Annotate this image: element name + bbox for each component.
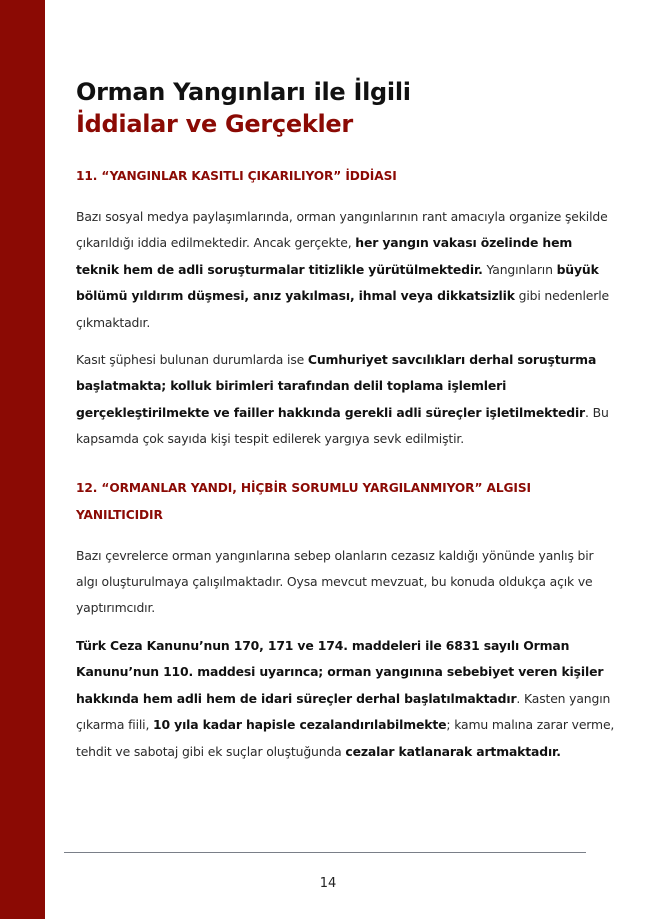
page-number: 14 (319, 876, 337, 891)
body-text: Bazı çevrelerce orman yangınlarına sebep olanların cezasız kaldığı yönünde yanlış bir algı oluşturulmaya çalışılmaktadır. Oysa mevcut mevzuat, bu konuda oldukça açık ve yaptırımcıdır. (76, 547, 594, 616)
page-title-line1: Orman Yangınları ile İlgili (76, 78, 411, 106)
left-accent-bar (0, 0, 45, 919)
emphasis-text: her yangın vakası özelinde hem teknik hem de adli soruşturmalar titizlikle yürütülmektedir. (76, 235, 573, 277)
body-text: gibi nedenlerle çıkmaktadır. (76, 288, 609, 330)
page-title-line2: İddialar ve Gerçekler (76, 110, 353, 138)
emphasis-text: Cumhuriyet savcılıkları derhal soruşturma başlatmakta; kolluk birimleri tarafından delil toplama işlemleri gerçekleştirilmekte ve failler hakkında gerekli adli süreçler işletilmektedir (76, 352, 597, 420)
section-heading-12: 12. “ORMANLAR YANDI, HİÇBİR SORUMLU YARGILANMIYOR” ALGISI YANILTICIDIR (76, 480, 531, 522)
paragraph (76, 347, 616, 453)
emphasis-text: 10 yıla kadar hapisle cezalandırılabilmekte (153, 717, 447, 733)
emphasis-text: cezalar katlanarak artmaktadır. (345, 743, 561, 759)
emphasis-text: büyük bölümü yıldırım düşmesi, anız yakılması, ihmal veya dikkatsizlik (76, 261, 599, 304)
page-title (76, 76, 616, 140)
body-text: Kasıt şüphesi bulunan durumlarda ise (76, 352, 308, 368)
emphasis-text: Türk Ceza Kanunu’nun 170, 171 ve 174. maddeleri ile 6831 sayılı Orman Kanunu’nun 110. maddesi uyarınca; orman yangınına sebebiyet veren kişiler hakkında hem adli hem de idari süreçler derhal başlatılmaktadır (76, 637, 604, 706)
paragraph (76, 204, 616, 336)
paragraph (76, 633, 616, 765)
section-heading-11: 11. “YANGINLAR KASITLI ÇIKARILIYOR” İDDİASI (76, 169, 397, 183)
body-text: Bazı sosyal medya paylaşımlarında, orman yangınlarının rant amacıyla organize şekilde çıkarıldığı iddia edilmektedir. Ancak gerçekte, (76, 209, 608, 251)
page-content (76, 76, 616, 765)
body-text: Yangınların (482, 261, 557, 277)
body-text: ; kamu malına zarar verme, tehdit ve sabotaj gibi ek suçlar oluştuğunda (76, 717, 615, 759)
body-text: . Bu kapsamda çok sayıda kişi tespit edilerek yargıya sevk edilmiştir. (76, 404, 609, 447)
footer-divider (64, 852, 586, 853)
paragraph (76, 543, 616, 622)
body-text: . Kasten yangın çıkarma fiili, (76, 690, 611, 733)
